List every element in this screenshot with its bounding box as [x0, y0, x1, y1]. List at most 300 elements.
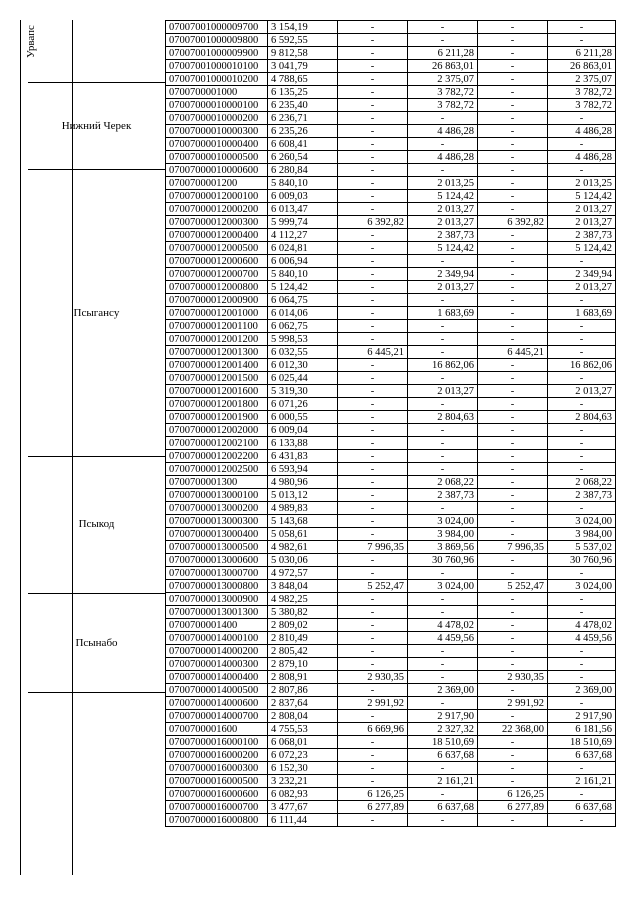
value-5-cell: - — [548, 398, 616, 411]
settlement-name: Псынабо — [75, 637, 118, 649]
value-2-cell: - — [338, 606, 408, 619]
specific-value-cell: 6 152,30 — [268, 762, 338, 775]
cadastral-code-cell: 07007000013000400 — [166, 528, 268, 541]
table-row — [166, 463, 616, 476]
value-2-cell: - — [338, 736, 408, 749]
value-5-cell: 1 683,69 — [548, 307, 616, 320]
value-5-cell: - — [548, 450, 616, 463]
cadastral-code-cell: 07007000012002200 — [166, 450, 268, 463]
value-5-cell: - — [548, 658, 616, 671]
cadastral-code-cell: 07007000010000600 — [166, 164, 268, 177]
value-4-cell: - — [478, 34, 548, 47]
cadastral-code-cell: 07007000016000200 — [166, 749, 268, 762]
value-5-cell: - — [548, 593, 616, 606]
specific-value-cell: 6 071,26 — [268, 398, 338, 411]
value-2-cell: - — [338, 463, 408, 476]
cadastral-code-cell: 07007000012001300 — [166, 346, 268, 359]
table-row — [166, 606, 616, 619]
cadastral-code-cell: 07007000013001300 — [166, 606, 268, 619]
value-3-cell: 3 984,00 — [408, 528, 478, 541]
cadastral-code-cell: 07007001000009800 — [166, 34, 268, 47]
value-3-cell: - — [408, 697, 478, 710]
value-5-cell: - — [548, 762, 616, 775]
table-row — [166, 775, 616, 788]
cadastral-code-cell: 07007000010000100 — [166, 99, 268, 112]
cadastral-code-cell: 07007001000010100 — [166, 60, 268, 73]
value-4-cell: - — [478, 515, 548, 528]
value-3-cell: - — [408, 21, 478, 34]
cadastral-code-cell: 07007000012000200 — [166, 203, 268, 216]
value-5-cell: 16 862,06 — [548, 359, 616, 372]
specific-value-cell: 2 805,42 — [268, 645, 338, 658]
table-row — [166, 164, 616, 177]
value-4-cell: - — [478, 450, 548, 463]
value-4-cell: - — [478, 151, 548, 164]
value-4-cell: - — [478, 359, 548, 372]
value-4-cell: - — [478, 476, 548, 489]
value-4-cell: - — [478, 398, 548, 411]
value-2-cell: - — [338, 775, 408, 788]
cadastral-code-cell: 07007000012001100 — [166, 320, 268, 333]
cadastral-code-cell: 07007000014000200 — [166, 645, 268, 658]
value-2-cell: - — [338, 177, 408, 190]
cadastral-code-cell: 07007000010000400 — [166, 138, 268, 151]
value-3-cell: 2 349,94 — [408, 268, 478, 281]
value-5-cell: - — [548, 164, 616, 177]
value-2-cell: 6 277,89 — [338, 801, 408, 814]
settlement-name: Псыганcу — [73, 307, 120, 319]
value-4-cell: - — [478, 333, 548, 346]
value-5-cell: 2 013,27 — [548, 385, 616, 398]
specific-value-cell: 5 840,10 — [268, 268, 338, 281]
value-4-cell: - — [478, 307, 548, 320]
value-3-cell: - — [408, 593, 478, 606]
cadastral-code-cell: 07007000016000500 — [166, 775, 268, 788]
value-4-cell: - — [478, 619, 548, 632]
table-row — [166, 21, 616, 34]
table-row — [166, 151, 616, 164]
value-5-cell: 3 024,00 — [548, 580, 616, 593]
value-5-cell: 3 024,00 — [548, 515, 616, 528]
value-5-cell: 6 181,56 — [548, 723, 616, 736]
table-row — [166, 450, 616, 463]
cadastral-code-cell: 07007000012001200 — [166, 333, 268, 346]
value-2-cell: - — [338, 203, 408, 216]
specific-value-cell: 6 000,55 — [268, 411, 338, 424]
value-5-cell: 2 068,22 — [548, 476, 616, 489]
value-3-cell: - — [408, 463, 478, 476]
specific-value-cell: 2 810,49 — [268, 632, 338, 645]
specific-value-cell: 6 111,44 — [268, 814, 338, 827]
value-5-cell: - — [548, 502, 616, 515]
value-2-cell: 6 445,21 — [338, 346, 408, 359]
table-row — [166, 489, 616, 502]
specific-value-cell: 6 133,88 — [268, 437, 338, 450]
specific-value-cell: 6 012,30 — [268, 359, 338, 372]
value-3-cell: 2 804,63 — [408, 411, 478, 424]
value-4-cell: - — [478, 47, 548, 60]
value-2-cell: - — [338, 762, 408, 775]
cadastral-code-cell: 07007000012002000 — [166, 424, 268, 437]
value-5-cell: 30 760,96 — [548, 554, 616, 567]
specific-value-cell: 5 030,06 — [268, 554, 338, 567]
specific-value-cell: 5 124,42 — [268, 281, 338, 294]
specific-value-cell: 5 840,10 — [268, 177, 338, 190]
value-2-cell: - — [338, 47, 408, 60]
table-row — [166, 710, 616, 723]
table-row — [166, 216, 616, 229]
specific-value-cell: 6 009,03 — [268, 190, 338, 203]
cadastral-code-cell: 07007000016000600 — [166, 788, 268, 801]
specific-value-cell: 9 812,58 — [268, 47, 338, 60]
cadastral-code-cell: 07007000010000300 — [166, 125, 268, 138]
value-4-cell: - — [478, 411, 548, 424]
value-3-cell: 18 510,69 — [408, 736, 478, 749]
table-row — [166, 268, 616, 281]
value-4-cell: - — [478, 775, 548, 788]
specific-value-cell: 6 064,75 — [268, 294, 338, 307]
group-separator — [28, 456, 165, 457]
cadastral-code-cell: 0700700001200 — [166, 177, 268, 190]
table-row — [166, 398, 616, 411]
value-4-cell: - — [478, 749, 548, 762]
specific-value-cell: 6 032,55 — [268, 346, 338, 359]
value-2-cell: - — [338, 398, 408, 411]
value-3-cell: - — [408, 502, 478, 515]
value-3-cell: - — [408, 255, 478, 268]
value-2-cell: - — [338, 307, 408, 320]
value-3-cell: - — [408, 762, 478, 775]
value-4-cell: - — [478, 99, 548, 112]
value-2-cell: - — [338, 502, 408, 515]
table-row — [166, 541, 616, 554]
specific-value-cell: 6 072,23 — [268, 749, 338, 762]
table-row — [166, 502, 616, 515]
value-4-cell: - — [478, 684, 548, 697]
value-2-cell: - — [338, 138, 408, 151]
value-2-cell: - — [338, 632, 408, 645]
table-row — [166, 372, 616, 385]
table-row — [166, 385, 616, 398]
value-3-cell: 3 869,56 — [408, 541, 478, 554]
table-row — [166, 190, 616, 203]
table-row — [166, 333, 616, 346]
value-3-cell: - — [408, 450, 478, 463]
value-2-cell: - — [338, 619, 408, 632]
settlement-name: Псыкод — [78, 518, 115, 530]
value-4-cell: - — [478, 229, 548, 242]
specific-value-cell: 6 608,41 — [268, 138, 338, 151]
value-5-cell: - — [548, 346, 616, 359]
cadastral-code-cell: 07007000013000100 — [166, 489, 268, 502]
value-3-cell: 2 013,27 — [408, 216, 478, 229]
value-5-cell: 2 161,21 — [548, 775, 616, 788]
value-4-cell: - — [478, 242, 548, 255]
value-4-cell: - — [478, 762, 548, 775]
value-2-cell: - — [338, 229, 408, 242]
specific-value-cell: 2 807,86 — [268, 684, 338, 697]
specific-value-cell: 3 477,67 — [268, 801, 338, 814]
cadastral-code-cell: 07007000012002100 — [166, 437, 268, 450]
value-4-cell: - — [478, 632, 548, 645]
specific-value-cell: 4 989,83 — [268, 502, 338, 515]
value-4-cell: - — [478, 437, 548, 450]
value-4-cell: - — [478, 190, 548, 203]
value-2-cell: - — [338, 268, 408, 281]
value-5-cell: - — [548, 138, 616, 151]
settlement-name: Урвапс — [25, 25, 37, 58]
specific-value-cell: 6 009,04 — [268, 424, 338, 437]
specific-value-cell: 6 431,83 — [268, 450, 338, 463]
value-3-cell: - — [408, 671, 478, 684]
value-5-cell: - — [548, 567, 616, 580]
value-2-cell: - — [338, 34, 408, 47]
value-3-cell: 2 387,73 — [408, 229, 478, 242]
cadastral-code-cell: 07007000012001400 — [166, 359, 268, 372]
value-2-cell: - — [338, 814, 408, 827]
specific-value-cell: 6 062,75 — [268, 320, 338, 333]
value-2-cell: - — [338, 281, 408, 294]
cadastral-code-cell: 07007000013000600 — [166, 554, 268, 567]
value-5-cell: 2 369,00 — [548, 684, 616, 697]
table-row — [166, 580, 616, 593]
value-2-cell: 2 930,35 — [338, 671, 408, 684]
table-row — [166, 255, 616, 268]
table-row — [166, 528, 616, 541]
table-row — [166, 99, 616, 112]
table-row — [166, 203, 616, 216]
value-2-cell: - — [338, 515, 408, 528]
value-3-cell: 2 013,27 — [408, 281, 478, 294]
specific-value-cell: 2 808,04 — [268, 710, 338, 723]
value-2-cell: - — [338, 567, 408, 580]
specific-value-cell: 2 837,64 — [268, 697, 338, 710]
cadastral-code-cell: 07007000013000900 — [166, 593, 268, 606]
cadastral-code-cell: 07007000016000100 — [166, 736, 268, 749]
value-2-cell: 6 126,25 — [338, 788, 408, 801]
table-row — [166, 762, 616, 775]
value-5-cell: 2 013,27 — [548, 216, 616, 229]
value-3-cell: - — [408, 606, 478, 619]
value-3-cell: 6 637,68 — [408, 749, 478, 762]
specific-value-cell: 6 013,47 — [268, 203, 338, 216]
value-3-cell: 26 863,01 — [408, 60, 478, 73]
value-2-cell: - — [338, 476, 408, 489]
value-3-cell: 5 124,42 — [408, 242, 478, 255]
value-3-cell: - — [408, 645, 478, 658]
specific-value-cell: 5 143,68 — [268, 515, 338, 528]
value-5-cell: - — [548, 437, 616, 450]
table-row — [166, 567, 616, 580]
value-2-cell: - — [338, 710, 408, 723]
cadastral-code-cell: 0700700001600 — [166, 723, 268, 736]
value-5-cell: 4 486,28 — [548, 151, 616, 164]
value-2-cell: - — [338, 385, 408, 398]
table-row — [166, 177, 616, 190]
table-row — [166, 645, 616, 658]
value-3-cell: - — [408, 294, 478, 307]
specific-value-cell: 6 014,06 — [268, 307, 338, 320]
specific-value-cell: 4 982,61 — [268, 541, 338, 554]
cadastral-code-cell: 07007000012001500 — [166, 372, 268, 385]
value-4-cell: - — [478, 73, 548, 86]
value-2-cell: 5 252,47 — [338, 580, 408, 593]
cadastral-code-cell: 07007000012000100 — [166, 190, 268, 203]
table-row — [166, 125, 616, 138]
value-2-cell: - — [338, 164, 408, 177]
value-2-cell: - — [338, 112, 408, 125]
specific-value-cell: 3 848,04 — [268, 580, 338, 593]
specific-value-cell: 6 068,01 — [268, 736, 338, 749]
value-3-cell: 2 013,25 — [408, 177, 478, 190]
value-5-cell: 26 863,01 — [548, 60, 616, 73]
cadastral-code-cell: 07007000013000300 — [166, 515, 268, 528]
value-2-cell: - — [338, 333, 408, 346]
value-3-cell: 2 387,73 — [408, 489, 478, 502]
value-3-cell: 2 369,00 — [408, 684, 478, 697]
table-row — [166, 788, 616, 801]
value-5-cell: - — [548, 372, 616, 385]
value-2-cell: - — [338, 359, 408, 372]
cadastral-code-cell: 07007000014000400 — [166, 671, 268, 684]
cadastral-code-cell: 07007000012000500 — [166, 242, 268, 255]
value-5-cell: 2 013,25 — [548, 177, 616, 190]
value-4-cell: - — [478, 658, 548, 671]
value-3-cell: 2 327,32 — [408, 723, 478, 736]
value-2-cell: - — [338, 645, 408, 658]
value-2-cell: - — [338, 411, 408, 424]
value-5-cell: 2 349,94 — [548, 268, 616, 281]
specific-value-cell: 5 013,12 — [268, 489, 338, 502]
value-2-cell: - — [338, 528, 408, 541]
specific-value-cell: 2 879,10 — [268, 658, 338, 671]
value-3-cell: 4 486,28 — [408, 125, 478, 138]
cadastral-code-cell: 07007000012001800 — [166, 398, 268, 411]
specific-value-cell: 4 980,96 — [268, 476, 338, 489]
value-4-cell: - — [478, 567, 548, 580]
tariff-table — [165, 20, 616, 827]
cadastral-code-cell: 07007000014000100 — [166, 632, 268, 645]
value-4-cell: 5 252,47 — [478, 580, 548, 593]
value-5-cell: 4 478,02 — [548, 619, 616, 632]
value-5-cell: 6 637,68 — [548, 801, 616, 814]
specific-value-cell: 4 972,57 — [268, 567, 338, 580]
table-row — [166, 86, 616, 99]
value-3-cell: 6 211,28 — [408, 47, 478, 60]
value-2-cell: - — [338, 372, 408, 385]
value-4-cell: - — [478, 255, 548, 268]
value-4-cell: 6 126,25 — [478, 788, 548, 801]
cadastral-code-cell: 07007000014000500 — [166, 684, 268, 697]
value-5-cell: - — [548, 424, 616, 437]
value-3-cell: - — [408, 138, 478, 151]
value-4-cell: - — [478, 294, 548, 307]
cadastral-code-cell: 07007000012000400 — [166, 229, 268, 242]
value-5-cell: 4 486,28 — [548, 125, 616, 138]
cadastral-code-cell: 07007000012002500 — [166, 463, 268, 476]
value-5-cell: 4 459,56 — [548, 632, 616, 645]
table-row — [166, 723, 616, 736]
value-2-cell: - — [338, 554, 408, 567]
tariff-table-body — [166, 21, 616, 827]
cadastral-code-cell: 07007000016000700 — [166, 801, 268, 814]
value-4-cell: 2 991,92 — [478, 697, 548, 710]
cadastral-code-cell: 07007000012001900 — [166, 411, 268, 424]
specific-value-cell: 6 593,94 — [268, 463, 338, 476]
cadastral-code-cell: 07007000014000700 — [166, 710, 268, 723]
value-2-cell: - — [338, 125, 408, 138]
table-row — [166, 229, 616, 242]
value-5-cell: 5 124,42 — [548, 190, 616, 203]
value-4-cell: - — [478, 502, 548, 515]
value-3-cell: 2 375,07 — [408, 73, 478, 86]
value-2-cell: - — [338, 450, 408, 463]
value-5-cell: - — [548, 21, 616, 34]
value-5-cell: - — [548, 112, 616, 125]
value-2-cell: 6 669,96 — [338, 723, 408, 736]
value-3-cell: 3 782,72 — [408, 99, 478, 112]
group-separator — [28, 169, 165, 170]
value-5-cell: 2 387,73 — [548, 229, 616, 242]
value-3-cell: - — [408, 164, 478, 177]
table-row — [166, 47, 616, 60]
value-2-cell: 2 991,92 — [338, 697, 408, 710]
value-2-cell: - — [338, 658, 408, 671]
cadastral-code-cell: 07007000013000500 — [166, 541, 268, 554]
value-4-cell: - — [478, 21, 548, 34]
value-2-cell: - — [338, 255, 408, 268]
table-row — [166, 476, 616, 489]
value-3-cell: 3 024,00 — [408, 515, 478, 528]
table-row — [166, 619, 616, 632]
value-3-cell: - — [408, 112, 478, 125]
value-3-cell: - — [408, 372, 478, 385]
value-2-cell: - — [338, 684, 408, 697]
cadastral-code-cell: 07007000012001600 — [166, 385, 268, 398]
table-row — [166, 359, 616, 372]
cadastral-code-cell: 07007001000009700 — [166, 21, 268, 34]
table-row — [166, 138, 616, 151]
table-row — [166, 632, 616, 645]
value-3-cell: 2 013,27 — [408, 385, 478, 398]
specific-value-cell: 6 260,54 — [268, 151, 338, 164]
left-margin-rule — [20, 20, 21, 875]
value-4-cell: - — [478, 60, 548, 73]
value-5-cell: 3 782,72 — [548, 99, 616, 112]
specific-value-cell: 6 235,40 — [268, 99, 338, 112]
specific-value-cell: 6 025,44 — [268, 372, 338, 385]
value-4-cell: 7 996,35 — [478, 541, 548, 554]
specific-value-cell: 6 235,26 — [268, 125, 338, 138]
value-3-cell: 3 024,00 — [408, 580, 478, 593]
specific-value-cell: 4 982,25 — [268, 593, 338, 606]
value-5-cell: - — [548, 697, 616, 710]
specific-value-cell: 6 135,25 — [268, 86, 338, 99]
value-4-cell: - — [478, 710, 548, 723]
value-4-cell: - — [478, 736, 548, 749]
value-5-cell: - — [548, 645, 616, 658]
specific-value-cell: 6 592,55 — [268, 34, 338, 47]
specific-value-cell: 6 024,81 — [268, 242, 338, 255]
group-separator — [28, 692, 165, 693]
specific-value-cell: 4 788,65 — [268, 73, 338, 86]
value-5-cell: 6 637,68 — [548, 749, 616, 762]
table-row — [166, 554, 616, 567]
group-separator — [28, 82, 165, 83]
value-4-cell: - — [478, 528, 548, 541]
value-3-cell: - — [408, 567, 478, 580]
value-3-cell: 5 124,42 — [408, 190, 478, 203]
